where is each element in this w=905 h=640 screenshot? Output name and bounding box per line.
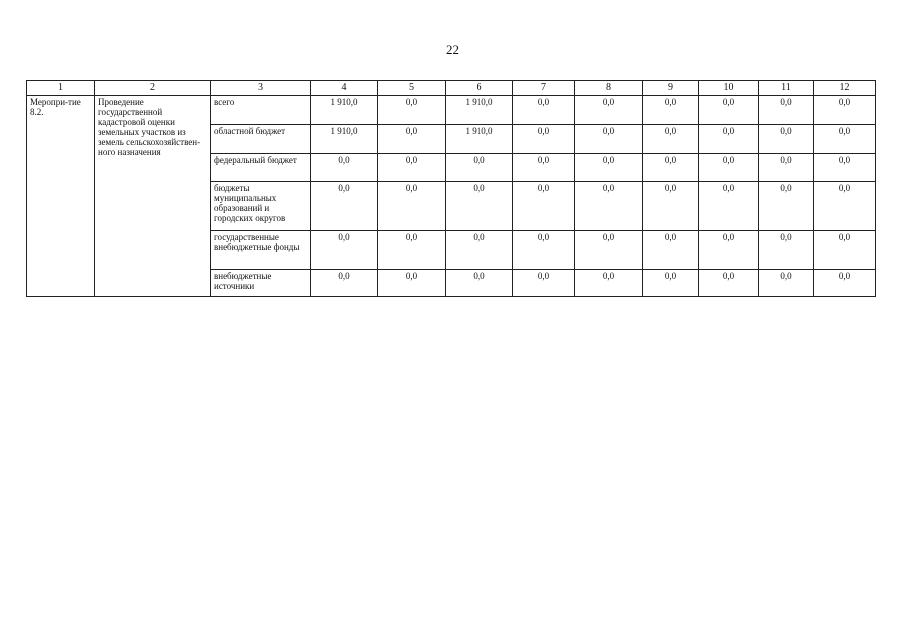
table-row xyxy=(27,96,876,125)
header-cell: 9 xyxy=(643,81,699,96)
value-cell: 1 910,0 xyxy=(311,96,378,125)
value-cell: 0,0 xyxy=(513,182,575,231)
value-cell: 0,0 xyxy=(643,125,699,154)
header-cell: 2 xyxy=(95,81,211,96)
value-cell: 0,0 xyxy=(378,270,446,297)
funding-source-cell: всего xyxy=(211,96,311,125)
value-cell: 0,0 xyxy=(814,96,876,125)
value-cell: 0,0 xyxy=(643,96,699,125)
value-cell: 0,0 xyxy=(699,125,759,154)
value-cell: 0,0 xyxy=(513,270,575,297)
value-cell: 0,0 xyxy=(699,231,759,270)
value-cell: 0,0 xyxy=(513,125,575,154)
header-cell: 11 xyxy=(759,81,814,96)
funding-source-cell: внебюджетные источники xyxy=(211,270,311,297)
header-cell: 5 xyxy=(378,81,446,96)
value-cell: 0,0 xyxy=(759,182,814,231)
value-cell: 0,0 xyxy=(446,154,513,182)
header-cell: 10 xyxy=(699,81,759,96)
header-cell: 6 xyxy=(446,81,513,96)
value-cell: 0,0 xyxy=(378,96,446,125)
value-cell: 0,0 xyxy=(643,231,699,270)
value-cell: 0,0 xyxy=(699,270,759,297)
value-cell: 1 910,0 xyxy=(446,96,513,125)
header-cell: 7 xyxy=(513,81,575,96)
value-cell: 0,0 xyxy=(759,154,814,182)
value-cell: 1 910,0 xyxy=(446,125,513,154)
value-cell: 0,0 xyxy=(446,270,513,297)
value-cell: 0,0 xyxy=(814,231,876,270)
value-cell: 0,0 xyxy=(446,231,513,270)
event-name-cell: Проведение государственной кадастровой оценки земельных участков из земель сельскохозяйствен-ного назначения xyxy=(95,96,211,297)
value-cell: 0,0 xyxy=(759,96,814,125)
value-cell: 0,0 xyxy=(446,182,513,231)
value-cell: 0,0 xyxy=(575,182,643,231)
value-cell: 0,0 xyxy=(378,154,446,182)
funding-source-cell: государственные внебюджетные фонды xyxy=(211,231,311,270)
value-cell: 0,0 xyxy=(311,270,378,297)
value-cell: 0,0 xyxy=(814,182,876,231)
funding-source-cell: областной бюджет xyxy=(211,125,311,154)
value-cell: 0,0 xyxy=(814,270,876,297)
funding-source-cell: федеральный бюджет xyxy=(211,154,311,182)
value-cell: 0,0 xyxy=(699,96,759,125)
value-cell: 0,0 xyxy=(378,231,446,270)
financing-table xyxy=(26,80,876,297)
value-cell: 0,0 xyxy=(575,270,643,297)
value-cell: 1 910,0 xyxy=(311,125,378,154)
event-code-cell: Меропри-тие 8.2. xyxy=(27,96,95,297)
value-cell: 0,0 xyxy=(311,182,378,231)
value-cell: 0,0 xyxy=(311,231,378,270)
value-cell: 0,0 xyxy=(814,125,876,154)
value-cell: 0,0 xyxy=(759,231,814,270)
value-cell: 0,0 xyxy=(759,270,814,297)
header-cell: 8 xyxy=(575,81,643,96)
value-cell: 0,0 xyxy=(643,270,699,297)
value-cell: 0,0 xyxy=(575,96,643,125)
value-cell: 0,0 xyxy=(311,154,378,182)
value-cell: 0,0 xyxy=(575,154,643,182)
value-cell: 0,0 xyxy=(513,154,575,182)
header-cell: 3 xyxy=(211,81,311,96)
header-cell: 12 xyxy=(814,81,876,96)
value-cell: 0,0 xyxy=(513,96,575,125)
value-cell: 0,0 xyxy=(643,154,699,182)
value-cell: 0,0 xyxy=(699,154,759,182)
funding-source-cell: бюджеты муниципальных образований и городских округов xyxy=(211,182,311,231)
page-number: 22 xyxy=(446,42,459,57)
value-cell: 0,0 xyxy=(575,231,643,270)
value-cell: 0,0 xyxy=(643,182,699,231)
header-cell: 1 xyxy=(27,81,95,96)
table-header xyxy=(27,81,876,96)
value-cell: 0,0 xyxy=(814,154,876,182)
value-cell: 0,0 xyxy=(378,125,446,154)
value-cell: 0,0 xyxy=(513,231,575,270)
value-cell: 0,0 xyxy=(378,182,446,231)
header-cell: 4 xyxy=(311,81,378,96)
value-cell: 0,0 xyxy=(575,125,643,154)
value-cell: 0,0 xyxy=(759,125,814,154)
value-cell: 0,0 xyxy=(699,182,759,231)
